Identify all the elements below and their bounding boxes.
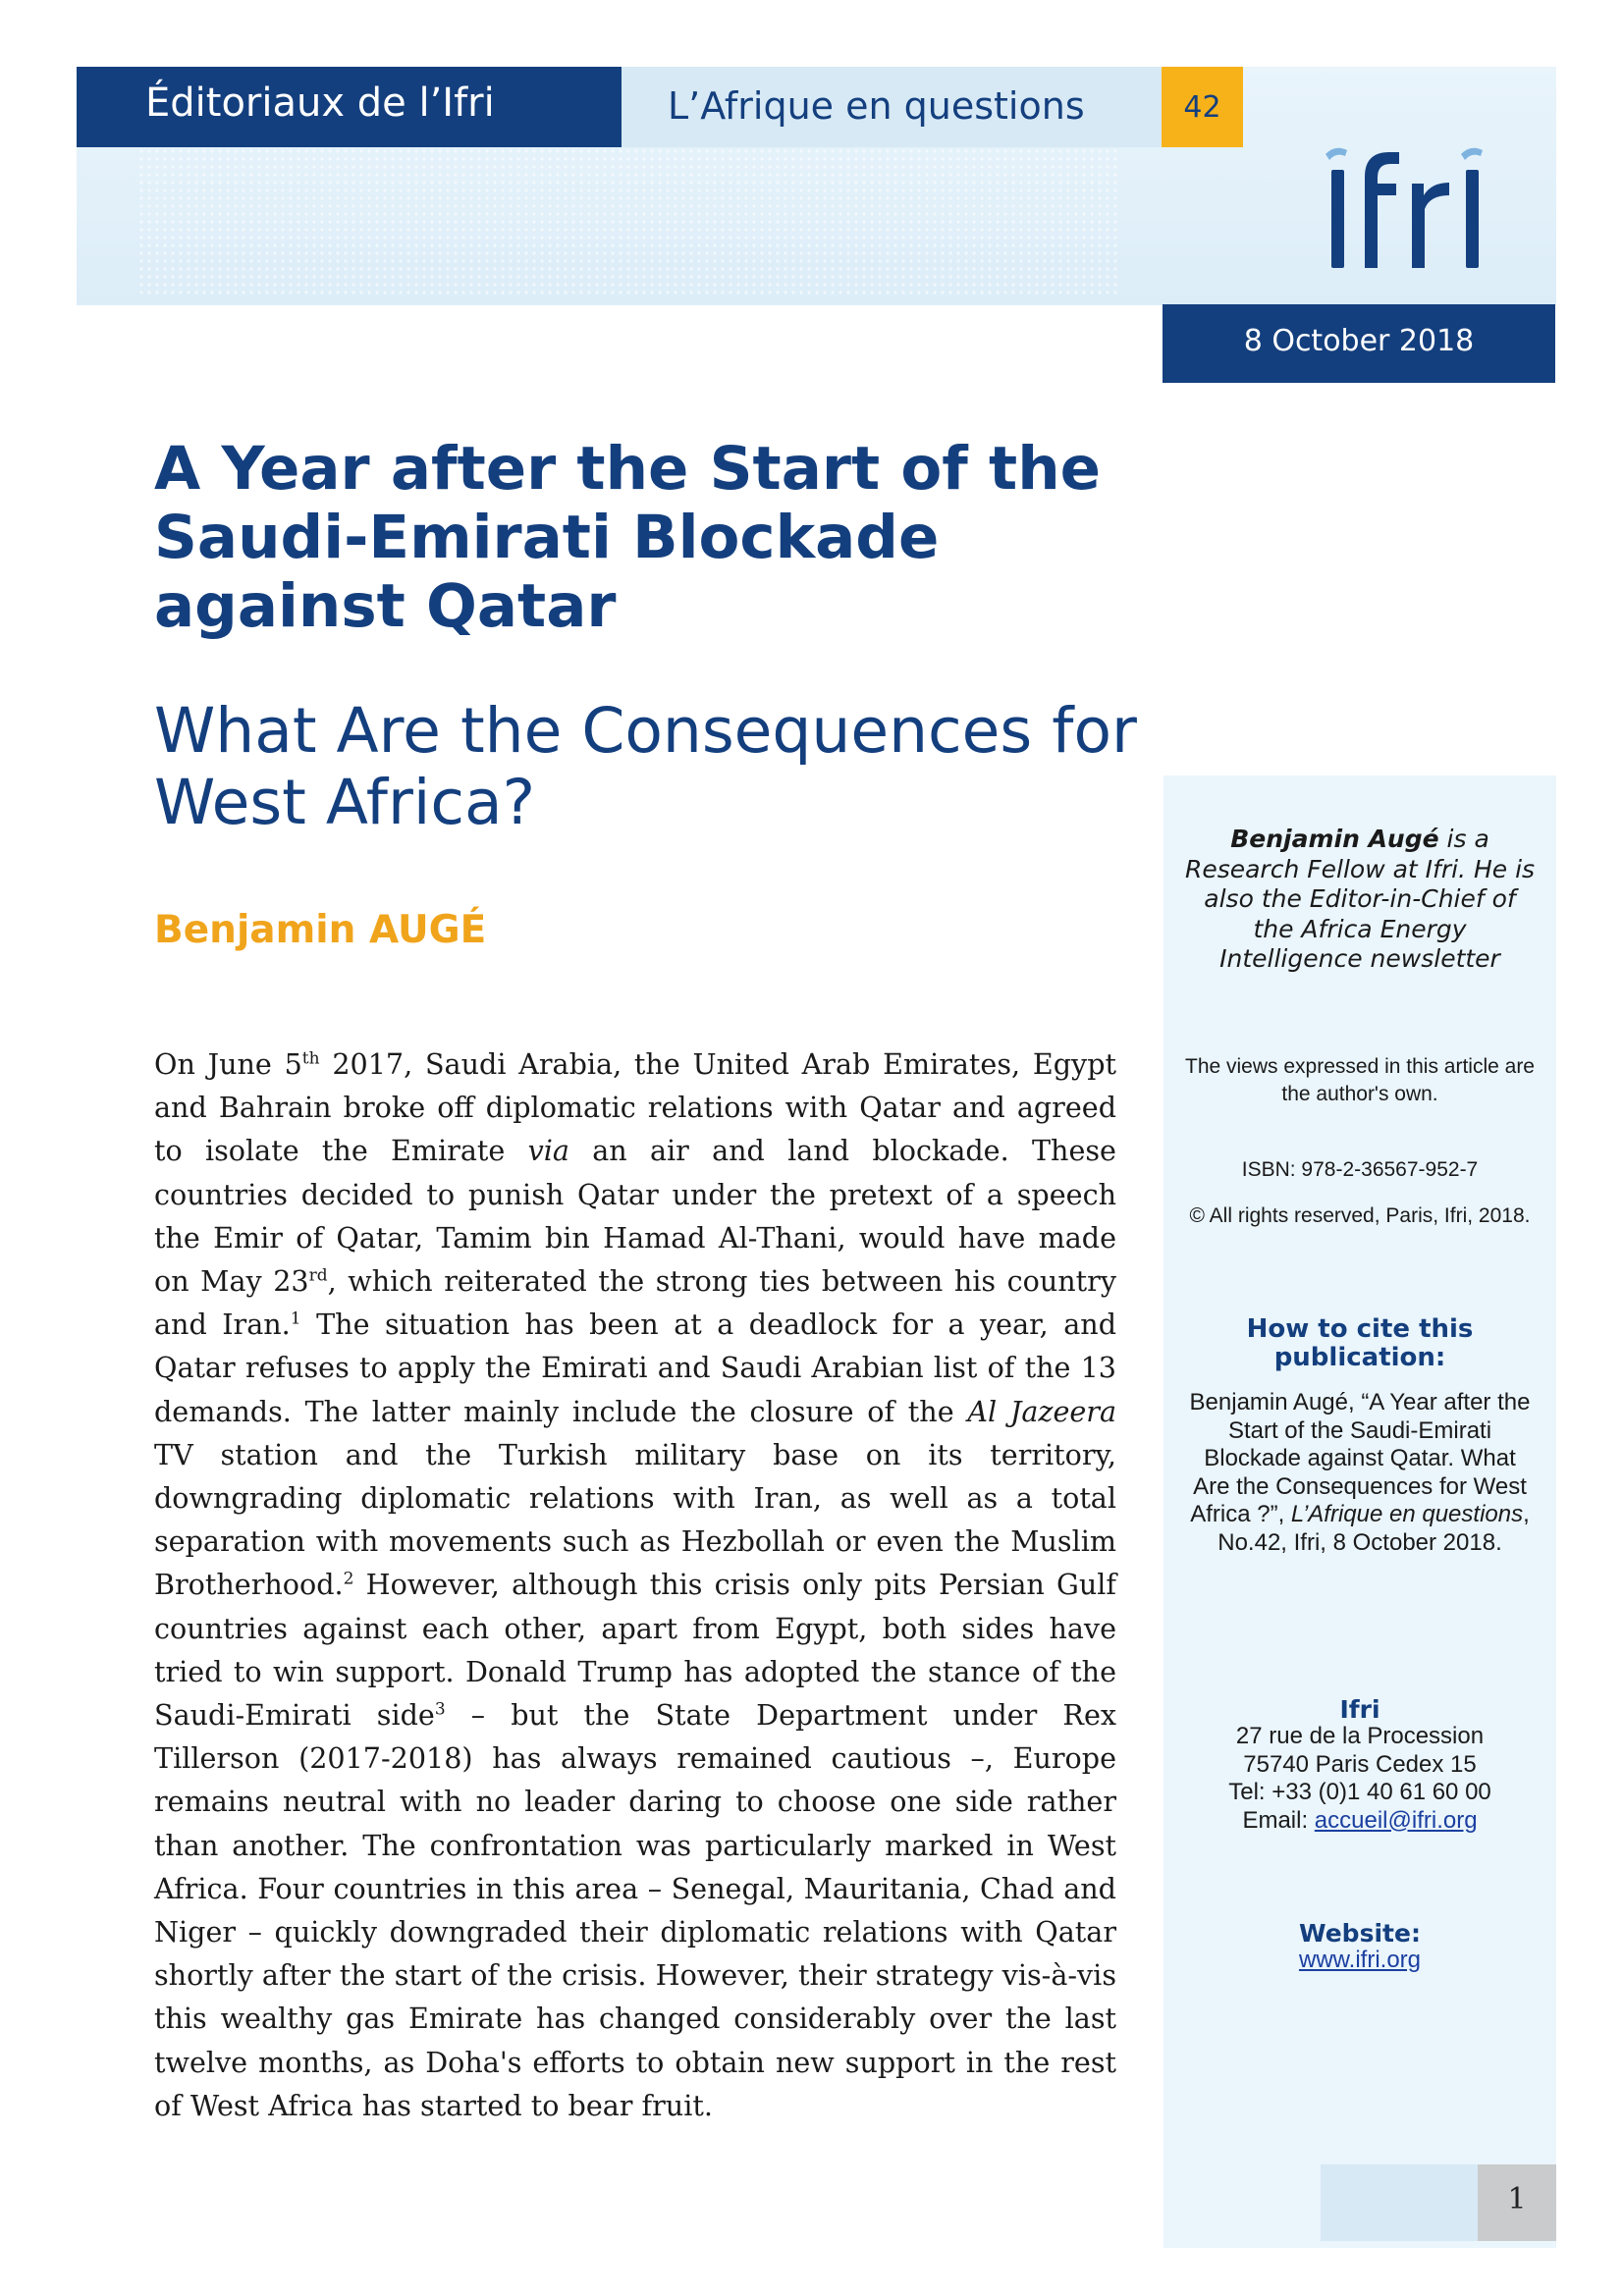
citation-series: L’Afrique en questions	[1290, 1501, 1524, 1527]
website-link[interactable]: www.ifri.org	[1298, 1947, 1422, 1973]
body-text: an air and land blockade. These countries decided to punish Qatar under the pretext of a speech the Emir of Qatar, Tamim bin Hamad Al-Thani, would have made on May 23	[154, 1134, 1116, 1299]
footnote-ref[interactable]: 1	[290, 1308, 301, 1329]
footnote-ref[interactable]: 2	[343, 1569, 354, 1589]
bio-name: Benjamin Augé	[1230, 825, 1439, 853]
article-subtitle: What Are the Consequences for West Africa?	[154, 695, 1137, 838]
ordinal-suffix: th	[301, 1048, 320, 1069]
issue-number: 42	[1183, 90, 1221, 125]
page-number-band	[1321, 2164, 1478, 2241]
world-map-decoration	[137, 147, 1119, 294]
address	[1183, 1723, 1537, 1835]
address-city: 75740 Paris Cedex 15	[1243, 1750, 1477, 1778]
body-text: 2017, Saudi Arabia, the United Arab Emirates, Egypt and Bahrain broke off diplomatic relations with Qatar and agreed to isolate the Emirate	[154, 1047, 1116, 1168]
ifri-logo	[1306, 123, 1502, 280]
citation	[1183, 1389, 1537, 1557]
address-email-line	[1183, 1807, 1537, 1836]
page-number: 1	[1507, 2182, 1527, 2216]
body-text: However, although this crisis only pits Persian Gulf countries against each other, apart from Egypt, both sides have tried to win support. Donald Trump has adopted the stance of the Saudi-Emirati side	[154, 1568, 1116, 1733]
website-heading: Website:	[1299, 1919, 1421, 1948]
citation-text: , No.42, Ifri, 8 October 2018.	[1217, 1501, 1530, 1556]
topic-title: L’Afrique en questions	[668, 84, 1085, 128]
email-link[interactable]: accueil@ifri.org	[1314, 1806, 1478, 1834]
address-phone: Tel: +33 (0)1 40 61 60 00	[1228, 1779, 1491, 1805]
footnote-ref[interactable]: 3	[434, 1699, 446, 1720]
disclaimer: The views expressed in this article are the author's own.	[1185, 1055, 1535, 1105]
website-line	[1183, 1947, 1537, 1974]
article-body	[154, 1042, 1116, 2127]
address-street: 27 rue de la Procession	[1235, 1723, 1485, 1749]
body-text: – but the State Department under Rex Tillerson (2017-2018) has always remained cautious –, Europe remains neutral with no leader daring to choose one side rather than another. The confrontation was particularly marked in West Africa. Four countries in this area – Senegal, Mauritania, Chad and Niger – quickly downgraded their diplomatic relations with Qatar shortly after the start of the crisis. However, their strategy vis-à-vis this wealthy gas Emirate has changed considerably over the last twelve months, as Doha's efforts to obtain new support in the rest of West Africa has started to bear fruit.	[154, 1698, 1117, 2122]
address-heading: Ifri	[1339, 1695, 1380, 1724]
body-italic: via	[527, 1134, 569, 1168]
body-italic: Al Jazeera	[967, 1394, 1117, 1428]
body-text: The situation has been at a deadlock for a year, and Qatar refuses to apply the Emirati and Saudi Arabian list of the 13 demands. The latter mainly include the closure of the	[154, 1308, 1117, 1428]
email-label: Email:	[1242, 1806, 1315, 1834]
article-author: Benjamin AUGÉ	[154, 908, 487, 952]
copyright: © All rights reserved, Paris, Ifri, 2018.	[1189, 1204, 1531, 1227]
bio-text: is a Research Fellow at Ifri. He is also the Editor-in-Chief of the Africa Energy Intelligence newsletter	[1184, 825, 1536, 973]
publication-date: 8 October 2018	[1243, 324, 1475, 358]
cite-heading: How to cite this publication:	[1246, 1314, 1474, 1372]
body-text: On June 5	[154, 1047, 302, 1081]
isbn: ISBN: 978-2-36567-952-7	[1241, 1158, 1479, 1181]
article-title: A Year after the Start of the Saudi-Emirati Blockade against Qatar	[154, 434, 1101, 641]
author-bio	[1183, 825, 1537, 975]
body-text: TV station and the Turkish military base on its territory, downgrading diplomatic relations with Iran, as well as a total separation with movements such as Hezbollah or even the Muslim Brotherhood.	[154, 1437, 1116, 1602]
ordinal-suffix: rd	[308, 1265, 328, 1286]
series-title: Éditoriaux de l’Ifri	[145, 80, 495, 126]
body-text: , which reiterated the strong ties between his country and Iran.	[154, 1264, 1116, 1342]
citation-text: Benjamin Augé, “A Year after the Start of the Saudi-Emirati Blockade against Qatar. What Are the Consequences for West Africa ?”,	[1189, 1389, 1531, 1527]
